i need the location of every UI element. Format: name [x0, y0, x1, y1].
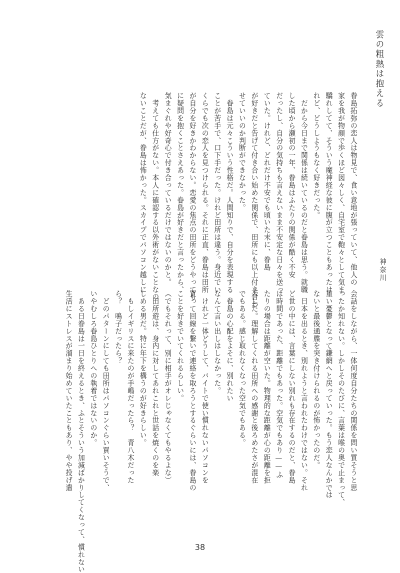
text-column: は時間であった、距離でもあった。空気でもあり——ふ [274, 290, 283, 479]
text-column: が好きだと告げて付き合い始めた関係で、田所にも以上付き合わ [249, 92, 258, 309]
text-column: なんて言い出しはしなかった。 [212, 290, 221, 395]
page-number: 38 [194, 543, 206, 552]
text-column: 考えても仕方がない。本人に確認する以外術がないことなの [150, 92, 159, 301]
text-column: ないことだが、眷島は怖かった。スカイプでパソコン越しに [138, 92, 147, 294]
text-column: 田所遊は、身内に対してあれこれと世話を焼くのを楽 [150, 290, 159, 477]
text-column: 日本を出るとき、別れようと言われたわけではない。それ [299, 290, 308, 492]
author-name: 神奈川 [378, 258, 386, 282]
text-column: けれど一体どうして、バイトで使い慣れないパソコンを [200, 290, 209, 484]
text-column: ことを好きでいてくれるらしい。 [175, 290, 184, 402]
text-column: した頃から瀬初の一年、眷島はふたりの関係が酷く不安 [287, 92, 296, 279]
text-column: 重い憂鬱となって鎌網へと戻っていった。もう恋人なんかでは [324, 290, 333, 499]
text-column: 生活にストレスが溜まり始めていたこともあり、やや投げ遣 [64, 290, 73, 492]
text-column: 気まぐれや好奇心で付き合っているだけではないのかと。 [163, 92, 172, 286]
text-column: 驕れしてて、そういう魔神経な彼に腹が立つこともあったけ [324, 92, 333, 294]
text-column: に疑問を抱くことさえあった。眷島が好きだと言ったから、 [175, 92, 184, 294]
text-column: ていた。けれど、どれだけ不安でも頃いた末に、眷島 [262, 92, 271, 271]
text-column: 会話をしながら、一体何度自分たちの関係を問い質そうと思 [349, 290, 357, 492]
body-text-upper [135, 92, 358, 309]
text-column: ら？ 鳴子だったら？ [113, 290, 122, 365]
text-column: どのパターンにしても田所はパソコンぐらい買いそうで、 [101, 290, 110, 492]
text-column: だったし、自分の気持ちも言えないまま不安定な日々を送っ [274, 92, 283, 294]
text-column: 眷島拓弥の恋人は物見で、食い意地が張っていて、他人の [349, 92, 357, 286]
text-column: 眷島の心配をよそに、別れたい [225, 290, 234, 402]
text-column: たりの場合は距離が空いた。物理的な距離が心の距離を拒 [262, 290, 271, 484]
text-column: 買って回線を繋いで連絡を取ろうとするぐらいには、眷島の [187, 290, 196, 492]
text-column: れど、どうしようもなく好きだった。 [311, 92, 320, 219]
text-column: が自分を好きかわからない。恋愛の焦点の田所をどうやっても [187, 92, 196, 301]
text-column: せていいのか判断ができなかった。 [237, 92, 246, 212]
text-column: いやむしろ眷島ひとりへの執着ではないのか。 [88, 290, 97, 447]
text-column: しめる男だ。特に年下を構うのが好きらしい。 [138, 290, 147, 447]
text-column: だから今日まで関係は続いているのだと眷島は思う。就職 [299, 92, 308, 294]
text-column: ことが苦手で、口下手だった。けれど田所は違う。身近でい [212, 92, 221, 294]
text-column: ないと最後通牒を突き付けられるのが怖かったのだ。 [311, 290, 320, 469]
text-column: もしイギリスに来たのが手嶋だったら？ 青八木だった [125, 290, 134, 484]
text-column: （でもそれって、別に相手がオレじゃなくてもやるよな） [163, 290, 172, 484]
text-column: 家を我が物顔で歩くほど図々しく、自宅室で鞄々として気ま [336, 92, 345, 294]
text-column: ど世の中には、言葉にしない別れも存在するのだと、眷島 [287, 290, 296, 484]
text-column: 否した。理解してくれる田所への感謝と後ろめたさが混在 [249, 290, 258, 484]
text-column: ある日眷島は一日を終えるとき、ふとそういう加減ばかりしてくなって、慣れない [76, 290, 85, 573]
text-column: くらでも次の恋人を見つけられる。それに正直、眷島は田所 [200, 92, 209, 294]
text-column: 眷島は元々こういう性格だ。人間知りで、自分を表現する [225, 92, 234, 294]
text-column: ったか知れない。しかしそのたびに、言葉は喉の奥で止まって、 [336, 290, 345, 507]
chapter-title: 雲の粗熱は抱える [375, 30, 385, 109]
text-column: でもある。感じ取れなくなった空気でもある。 [237, 290, 246, 447]
